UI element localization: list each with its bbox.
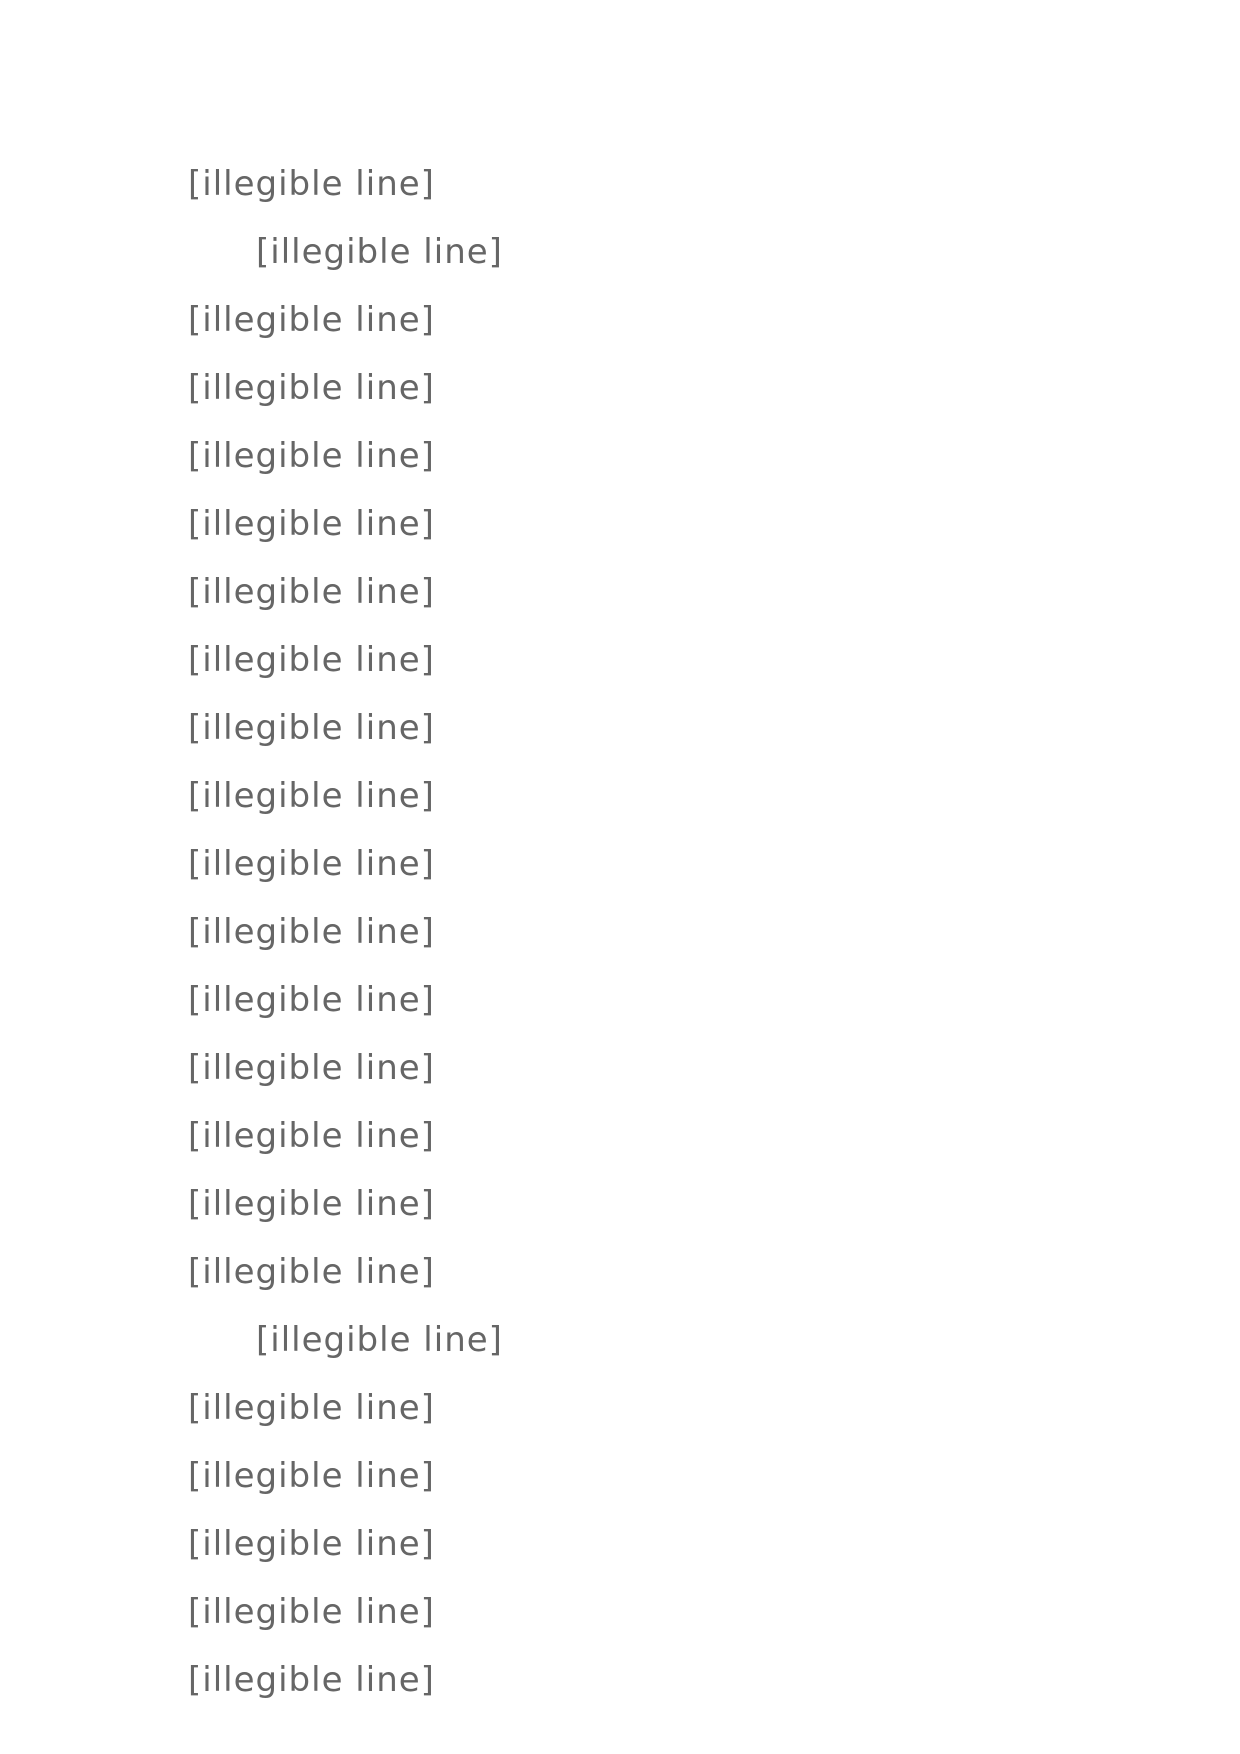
document-line: [illegible line] xyxy=(188,164,435,204)
document-line: [illegible line] xyxy=(188,436,435,476)
document-line: [illegible line] xyxy=(188,640,435,680)
document-line: [illegible line] xyxy=(188,1116,435,1156)
document-line: [illegible line] xyxy=(188,1524,435,1564)
document-line: [illegible line] xyxy=(188,300,435,340)
document-line: [illegible line] xyxy=(188,980,435,1020)
document-line: [illegible line] xyxy=(256,1320,503,1360)
document-line: [illegible line] xyxy=(188,1184,435,1224)
document-line: [illegible line] xyxy=(188,1388,435,1428)
document-line: [illegible line] xyxy=(256,232,503,272)
document-line: [illegible line] xyxy=(188,572,435,612)
document-line: [illegible line] xyxy=(188,1252,435,1292)
document-line: [illegible line] xyxy=(188,1592,435,1632)
document-line: [illegible line] xyxy=(188,1456,435,1496)
document-line: [illegible line] xyxy=(188,504,435,544)
document-body xyxy=(188,150,1058,1714)
document-line: [illegible line] xyxy=(188,708,435,748)
document-line: [illegible line] xyxy=(188,844,435,884)
document-line: [illegible line] xyxy=(188,912,435,952)
document-line: [illegible line] xyxy=(188,1660,435,1700)
document-line: [illegible line] xyxy=(188,368,435,408)
document-line: [illegible line] xyxy=(188,776,435,816)
document-line: [illegible line] xyxy=(188,1048,435,1088)
